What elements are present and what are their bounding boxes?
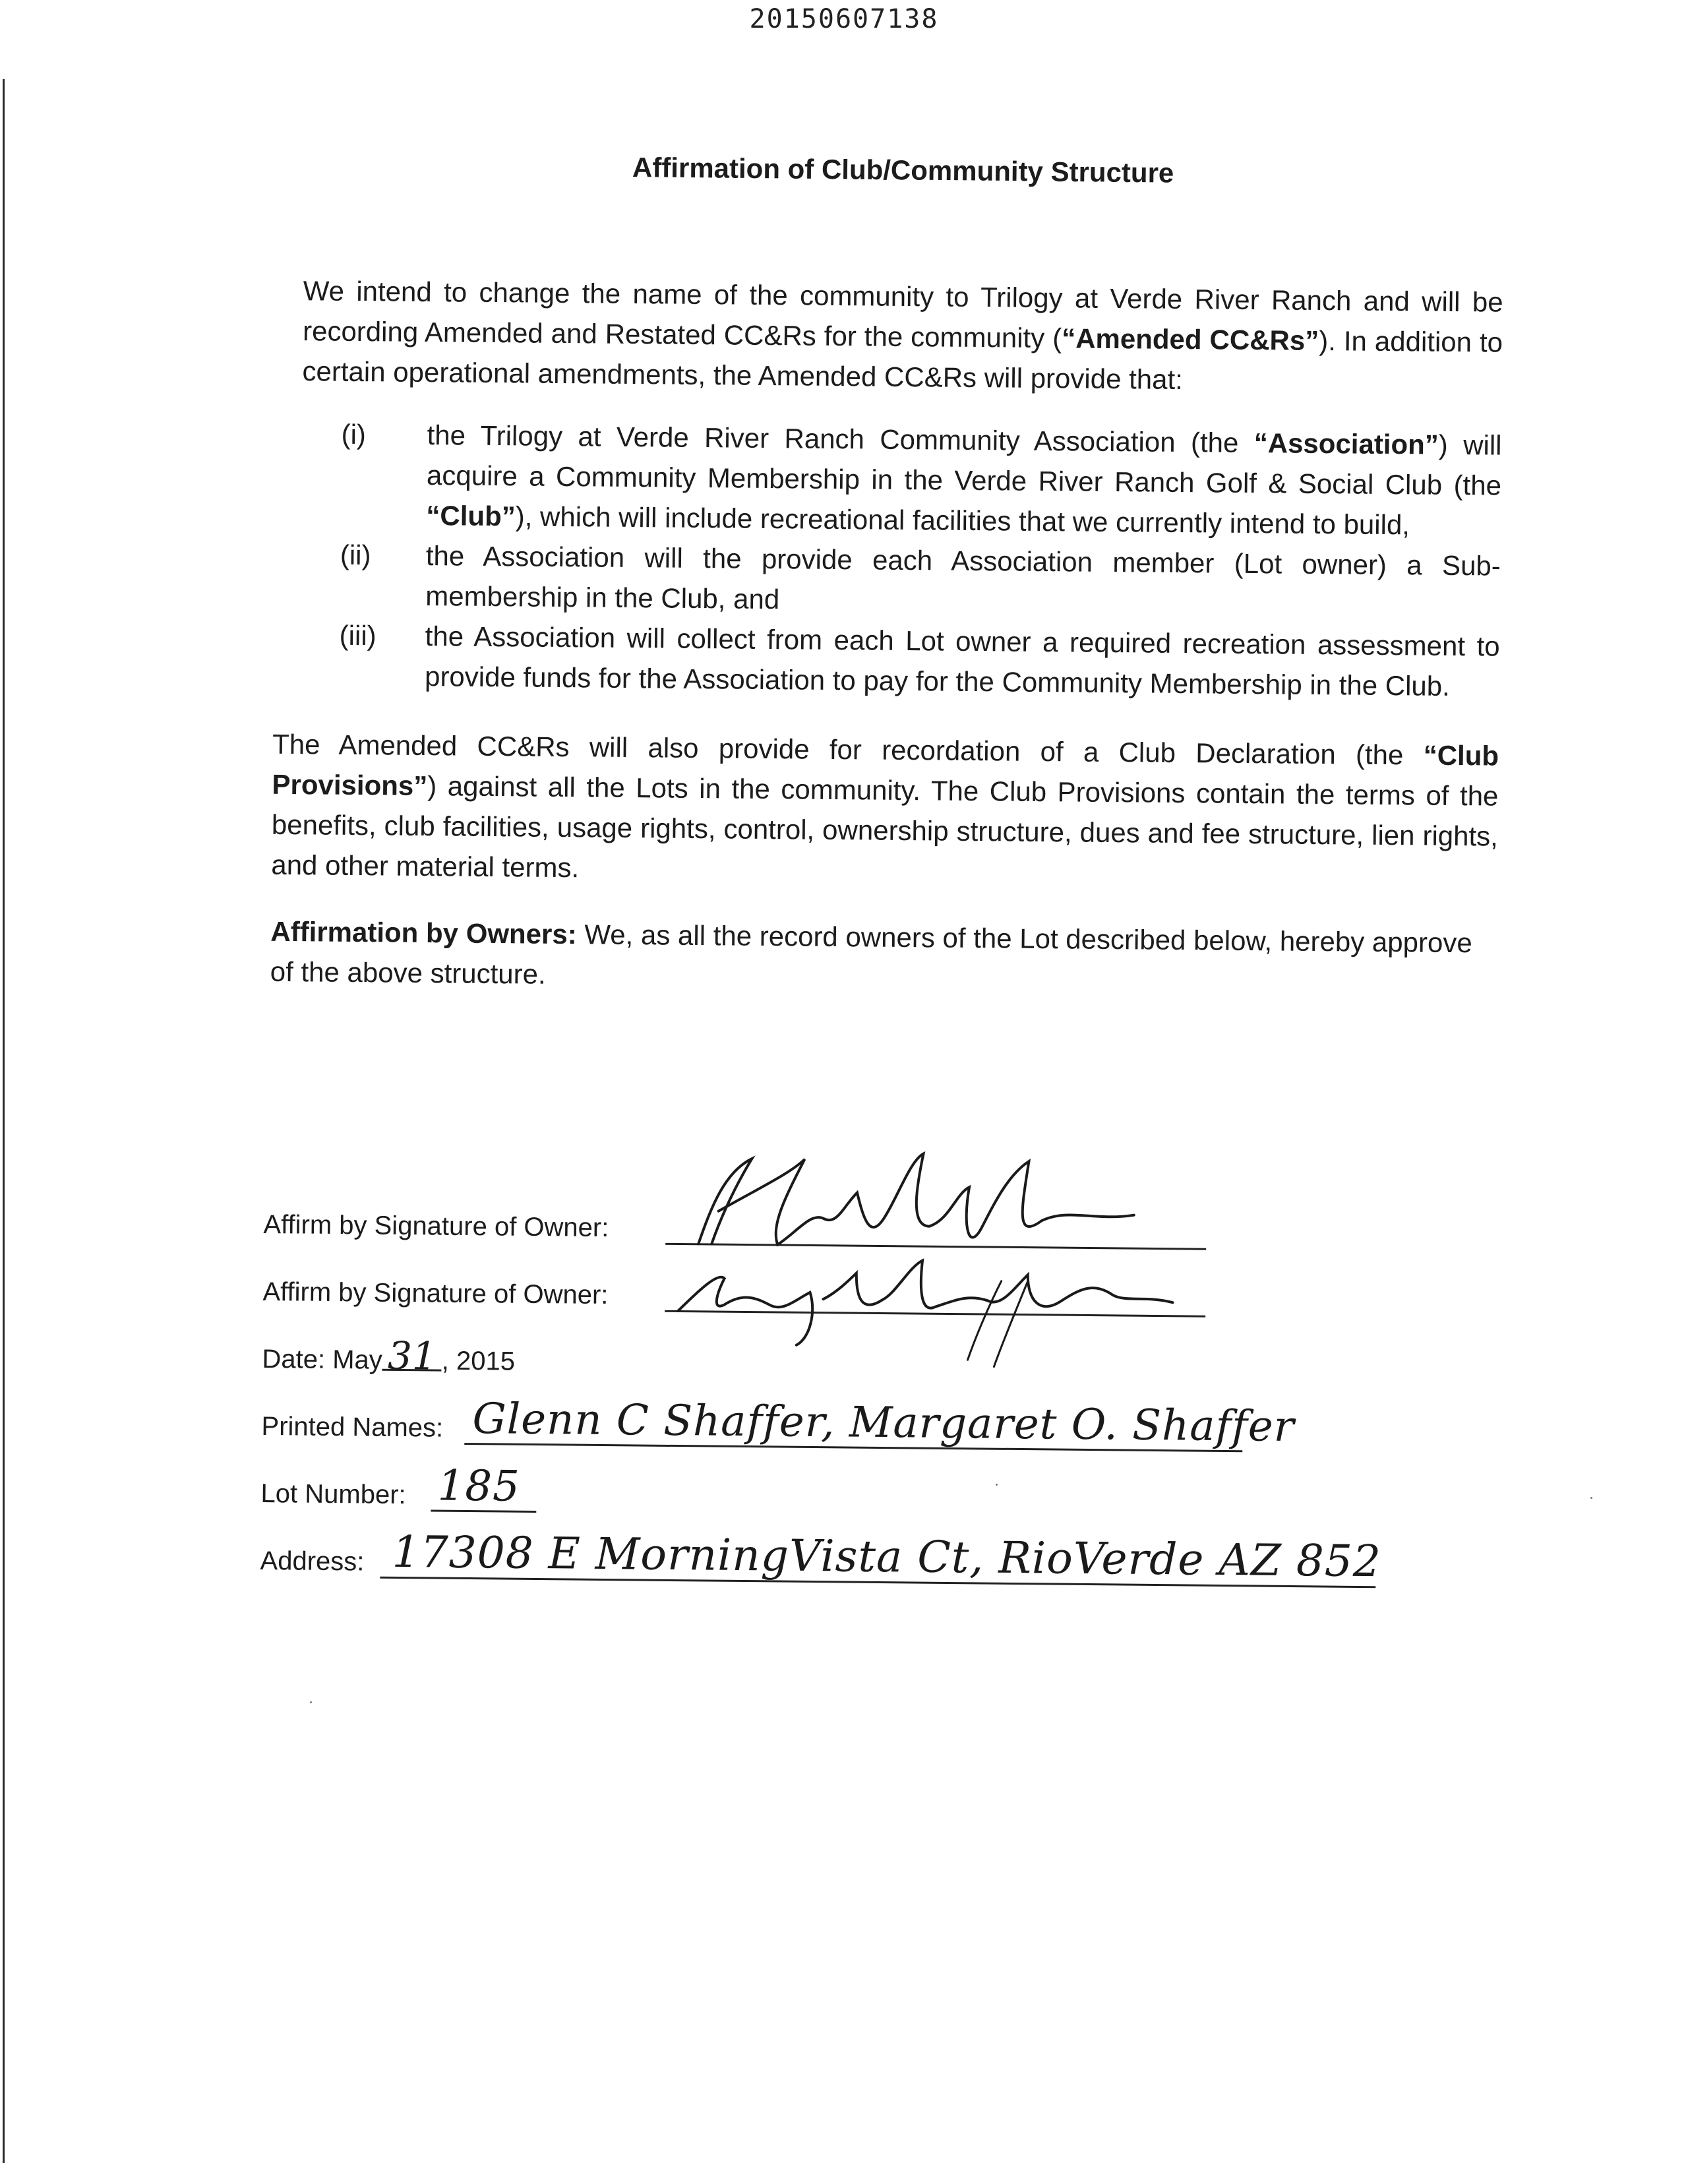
clause-text: the Association will the provide each Association member (Lot owner) a Sub-membership in the Club, and xyxy=(425,539,1501,615)
document-body xyxy=(270,270,1503,1004)
signature-form xyxy=(260,1187,1517,1602)
signature-row-2 xyxy=(262,1254,1516,1333)
date-label-text: Date: May xyxy=(262,1344,382,1375)
date-row xyxy=(262,1321,1515,1401)
clause-text: the Association will collect from each Lot owner a required recreation assessment to provide funds for the Association to pay for the Community Membership in the Club. xyxy=(424,620,1500,702)
scan-speck xyxy=(310,1701,312,1703)
printed-names-value: Glenn C Shaffer, Margaret O. Shaffer xyxy=(472,1395,1295,1452)
club-bold-term: “Club Provisions” xyxy=(272,739,1499,802)
club-text-2: ) against all the Lots in the community. The Club Provisions contain the terms of the benefits, club facilities, usage rights, control, ownership structure, dues and fee structure, lien rights, and other material terms. xyxy=(271,770,1499,884)
clause-item xyxy=(286,615,1500,707)
affirmation-paragraph xyxy=(270,911,1497,1004)
address-row xyxy=(260,1523,1513,1602)
clause-list xyxy=(286,413,1502,707)
clause-bold-term: “Club” xyxy=(426,499,516,532)
clause-item xyxy=(287,534,1501,626)
lot-number-label: Lot Number: xyxy=(260,1478,406,1510)
club-provisions-paragraph xyxy=(271,724,1499,897)
owner-signature-1 xyxy=(672,1145,1188,1261)
clause-number: (iii) xyxy=(339,619,377,652)
lot-number-value: 185 xyxy=(437,1461,521,1511)
page-title: Affirmation of Club/Community Structure xyxy=(632,152,1174,189)
left-edge-rule xyxy=(3,79,5,2163)
clause-number: (i) xyxy=(341,418,367,450)
signature-1-label: Affirm by Signature of Owner: xyxy=(263,1209,609,1243)
printed-names-row xyxy=(261,1389,1515,1468)
lot-number-row xyxy=(260,1456,1514,1535)
intro-paragraph xyxy=(302,270,1503,402)
signature-2-label: Affirm by Signature of Owner: xyxy=(262,1277,609,1310)
clause-bold-term: “Association” xyxy=(1253,427,1439,460)
scan-speck xyxy=(1590,1497,1592,1499)
address-label: Address: xyxy=(260,1546,365,1577)
clause-item xyxy=(287,413,1502,546)
date-day-value[interactable]: 31 xyxy=(382,1343,442,1372)
clause-text: ) will acquire a Community Membership in the Verde River Ranch Golf & Social Club (the xyxy=(426,429,1502,501)
address-value: 17308 E MorningVista Ct, RioVerde AZ 852 xyxy=(392,1526,1382,1587)
affirmation-label: Affirmation by Owners: xyxy=(270,915,577,950)
clause-number: (ii) xyxy=(340,539,371,571)
document-number: 20150607138 xyxy=(749,4,939,34)
clause-text: the Trilogy at Verde River Ranch Community Association (the xyxy=(427,419,1254,459)
club-text-1: The Amended CC&Rs will also provide for recordation of a Club Declaration (the xyxy=(272,728,1424,771)
date-label xyxy=(262,1333,516,1379)
scan-speck xyxy=(996,1484,998,1486)
date-year-text: , 2015 xyxy=(441,1346,516,1376)
intro-text-2: ). In addition to certain operational amendments, the Amended CC&Rs will provide that: xyxy=(302,324,1503,396)
intro-text-1: We intend to change the name of the community to Trilogy at Verde River Ranch and will be recording Amended and Restated CC&Rs for the community ( xyxy=(302,275,1503,354)
clause-text: ), which will include recreational facilities that we currently intend to build, xyxy=(515,501,1410,541)
intro-bold-term: “Amended CC&Rs” xyxy=(1061,322,1319,356)
printed-names-label: Printed Names: xyxy=(261,1411,444,1443)
affirmation-text: We, as all the record owners of the Lot described below, hereby approve of the above structure. xyxy=(270,919,1472,990)
